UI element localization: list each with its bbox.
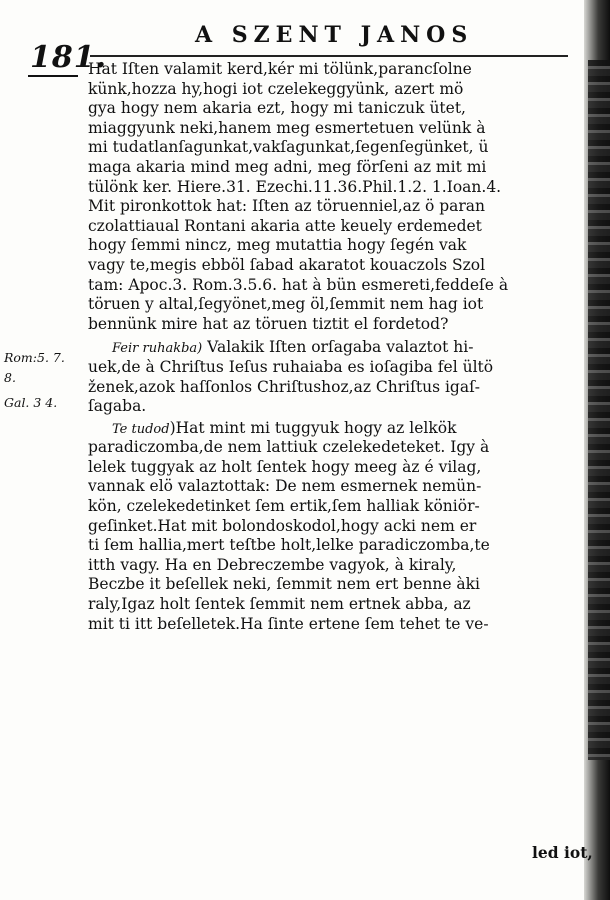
text-line: künk,hozza hy,hogi iot czelekeggyünk, azert mö bbox=[88, 79, 464, 98]
lemma-lead: Te tudod bbox=[112, 421, 170, 437]
text-run: )Hat mint mi tuggyuk hogy az lelkök bbox=[169, 418, 457, 437]
text-line: ſagaba. bbox=[88, 397, 147, 416]
text-line: kön, czelekedetinket ſem ertik,ſem halliak köniör- bbox=[88, 497, 480, 516]
text-line: bennünk mire hat az töruen tiztit el fordetod? bbox=[88, 314, 449, 333]
text-line: gya hogy nem akaria ezt, hogy mi taniczuk ütet, bbox=[88, 99, 466, 118]
text-line: mi tudatlanſagunkat,vakſagunkat,ſegenſegünket, ü bbox=[88, 138, 489, 157]
header-rule bbox=[90, 55, 568, 57]
catchword: led iot, bbox=[532, 843, 593, 862]
paragraph-3 bbox=[88, 419, 578, 635]
text-line: tam: Apoc.3. Rom.3.5.6. hat à bün esmereti,feddeſe à bbox=[88, 275, 509, 294]
body-text bbox=[88, 60, 578, 634]
text-line: maga akaria mind meg adni, meg förſeni az mit mi bbox=[88, 157, 487, 176]
text-line: mit ti itt beſelletek.Ha ſinte ertene ſem tehet te ve- bbox=[88, 614, 489, 633]
margin-note-gal: Gal. 3 4. bbox=[4, 395, 58, 410]
text-line: czolattiaual Rontani akaria atte keuely erdemedet bbox=[88, 216, 482, 235]
text-line: raly,Igaz holt ſentek ſemmit nem ertnek abba, az bbox=[88, 595, 471, 614]
text-line: itth vagy. Ha en Debreczembe vagyok, à kiraly, bbox=[88, 555, 457, 574]
adjacent-page-edge bbox=[588, 60, 610, 760]
page-number-underline bbox=[28, 75, 78, 77]
text-line: uek,de à Chriſtus Ieſus ruhaiaba es ioſagiba fel ültö bbox=[88, 357, 494, 376]
margin-note-8: 8. bbox=[4, 370, 16, 385]
paragraph-1 bbox=[88, 60, 578, 334]
text-line: ženek,azok haſſonlos Chriſtushoz,az Chriſtus igaſ- bbox=[88, 377, 481, 396]
text-line bbox=[88, 338, 578, 358]
text-line bbox=[88, 419, 578, 439]
text-line: Hat Iſten valamit kerd,kér mi tölünk,parancſolne bbox=[88, 60, 472, 78]
lemma-lead: Feir ruhakba) bbox=[112, 341, 203, 357]
paragraph-2 bbox=[88, 338, 578, 416]
page-number: 181. bbox=[30, 40, 108, 75]
text-line: lelek tuggyak az holt ſentek hogy meeg àz é vilag, bbox=[88, 457, 482, 476]
running-title: A SZENT JANOS bbox=[195, 22, 474, 48]
text-line: miaggyunk neki,hanem meg esmertetuen velünk à bbox=[88, 118, 486, 137]
margin-note-rom: Rom:5. 7. bbox=[4, 350, 65, 365]
text-line: geſinket.Hat mit bolondoskodol,hogy acki nem er bbox=[88, 516, 477, 535]
text-line: töruen y altal,ſegyönet,meg öl,ſemmit nem hag iot bbox=[88, 295, 484, 314]
text-line: vagy te,megis ebböl ſabad akaratot kouaczols Szol bbox=[88, 255, 486, 274]
text-line: Mit pironkottok hat: Iſten az töruenniel,az ö paran bbox=[88, 197, 486, 216]
text-line: paradiczomba,de nem lattiuk czelekedeteket. Igy à bbox=[88, 438, 490, 457]
text-line: vannak elö valaztottak: De nem esmernek nemün- bbox=[88, 477, 482, 496]
text-line: ti ſem hallia,mert teſtbe holt,lelke paradiczomba,te bbox=[88, 536, 490, 555]
text-line: Beczbe it beſellek neki, ſemmit nem ert benne àki bbox=[88, 575, 481, 594]
text-line: hogy ſemmi nincz, meg mutattia hogy ſegén vak bbox=[88, 236, 467, 255]
text-line: tülönk ker. Hiere.31. Ezechi.11.36.Phil.1.2. 1.Ioan.4. bbox=[88, 177, 502, 196]
text-run: Valakik Iſten orſagaba valaztot hi- bbox=[202, 338, 474, 357]
